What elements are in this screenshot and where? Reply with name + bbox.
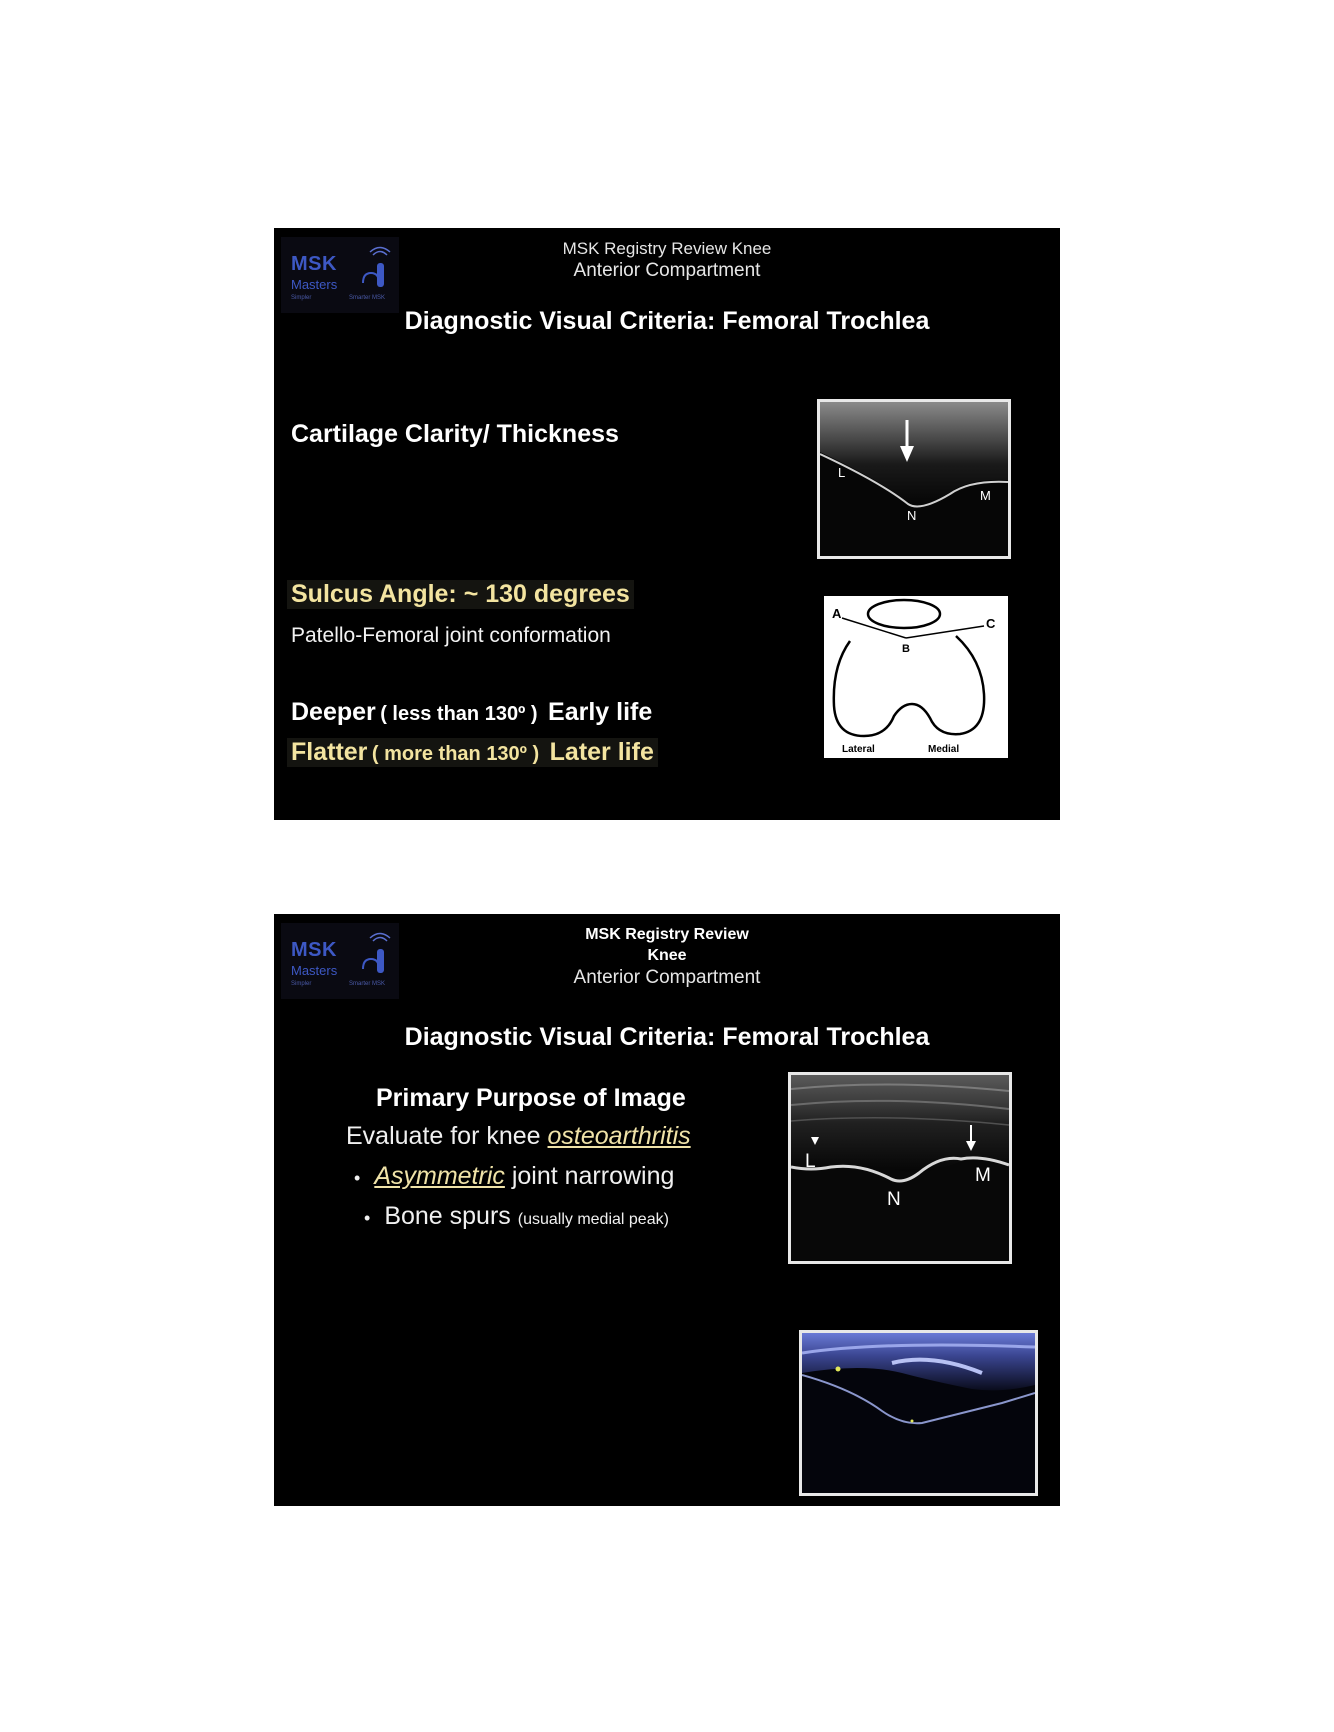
osteoarthritis-link[interactable]: osteoarthritis: [547, 1122, 691, 1150]
us-label-n: N: [907, 508, 917, 523]
us-label-m: M: [980, 488, 991, 503]
logo-tagline-1: Simpler: [291, 295, 312, 301]
us-label-m: M: [975, 1165, 991, 1186]
deeper-result: Early life: [548, 698, 653, 726]
us-label-l: L: [805, 1151, 816, 1172]
header-line-2: Anterior Compartment: [573, 260, 761, 281]
diagram-label-medial: Medial: [928, 744, 960, 755]
header-line-1: MSK Registry Review: [585, 926, 749, 943]
bullet-2: [364, 1202, 669, 1231]
bullet-dot: •: [364, 1208, 371, 1228]
diagram-label-c: C: [986, 616, 996, 631]
logo-masters-text: Masters: [291, 277, 338, 292]
evaluate-prefix: Evaluate for knee: [346, 1122, 548, 1150]
ultrasound-graphic: [791, 1075, 1009, 1261]
conformation-text: Patello-Femoral joint conformation: [291, 624, 611, 647]
ultrasound-image-knee: [788, 1072, 1012, 1264]
bullet-2-text: Bone spurs: [384, 1202, 518, 1230]
slide-2: [274, 914, 1060, 1506]
ultrasound-graphic: [820, 402, 1008, 556]
sulcus-angle-diagram: [824, 596, 1008, 758]
bullet-1-text: joint narrowing: [504, 1162, 675, 1190]
logo-tagline-1: Simpler: [291, 981, 312, 987]
ultrasound-image-trochlea: [817, 399, 1011, 559]
diagram-label-b: B: [902, 643, 910, 655]
slide-title: Diagnostic Visual Criteria: Femoral Trochlea: [404, 307, 930, 335]
header-line-1: MSK Registry Review Knee: [562, 239, 772, 258]
logo-tagline-2: Smarter MSK: [349, 981, 386, 987]
purpose-heading: Primary Purpose of Image: [376, 1084, 686, 1112]
logo-msk-text: MSK: [291, 253, 337, 275]
trochlea-diagram-graphic: [824, 596, 1008, 758]
flatter-word: Flatter: [291, 738, 368, 766]
bullet-dot: •: [354, 1168, 361, 1188]
us-label-l: L: [838, 465, 846, 480]
diagram-label-a: A: [832, 606, 842, 621]
bullet-2-note: (usually medial peak): [517, 1211, 669, 1228]
cartilage-heading: Cartilage Clarity/ Thickness: [291, 420, 619, 448]
deeper-row: [291, 698, 652, 727]
flatter-paren: ( more than 130º ): [371, 743, 540, 765]
ultrasound-blue-graphic: [802, 1333, 1035, 1493]
slide-1: [274, 228, 1060, 820]
logo-masters-text: Masters: [291, 963, 338, 978]
header-line-2: Knee: [647, 947, 687, 964]
ultrasound-image-blue: [799, 1330, 1038, 1496]
flatter-row: [287, 738, 658, 767]
bullet-1: [354, 1162, 674, 1191]
deeper-word: Deeper: [291, 698, 376, 726]
logo-msk-text: MSK: [291, 939, 337, 961]
evaluate-line: [346, 1122, 691, 1151]
flatter-result: Later life: [549, 738, 654, 766]
deeper-paren: ( less than 130º ): [380, 703, 538, 725]
header-line-3: Anterior Compartment: [573, 967, 761, 988]
diagram-label-lateral: Lateral: [842, 744, 875, 755]
logo-tagline-2: Smarter MSK: [349, 295, 386, 301]
us-label-n: N: [887, 1189, 901, 1210]
sulcus-angle-heading: Sulcus Angle: ~ 130 degrees: [287, 580, 634, 609]
slide-title: Diagnostic Visual Criteria: Femoral Trochlea: [404, 1023, 930, 1051]
asymmetric-link[interactable]: Asymmetric: [374, 1162, 505, 1190]
